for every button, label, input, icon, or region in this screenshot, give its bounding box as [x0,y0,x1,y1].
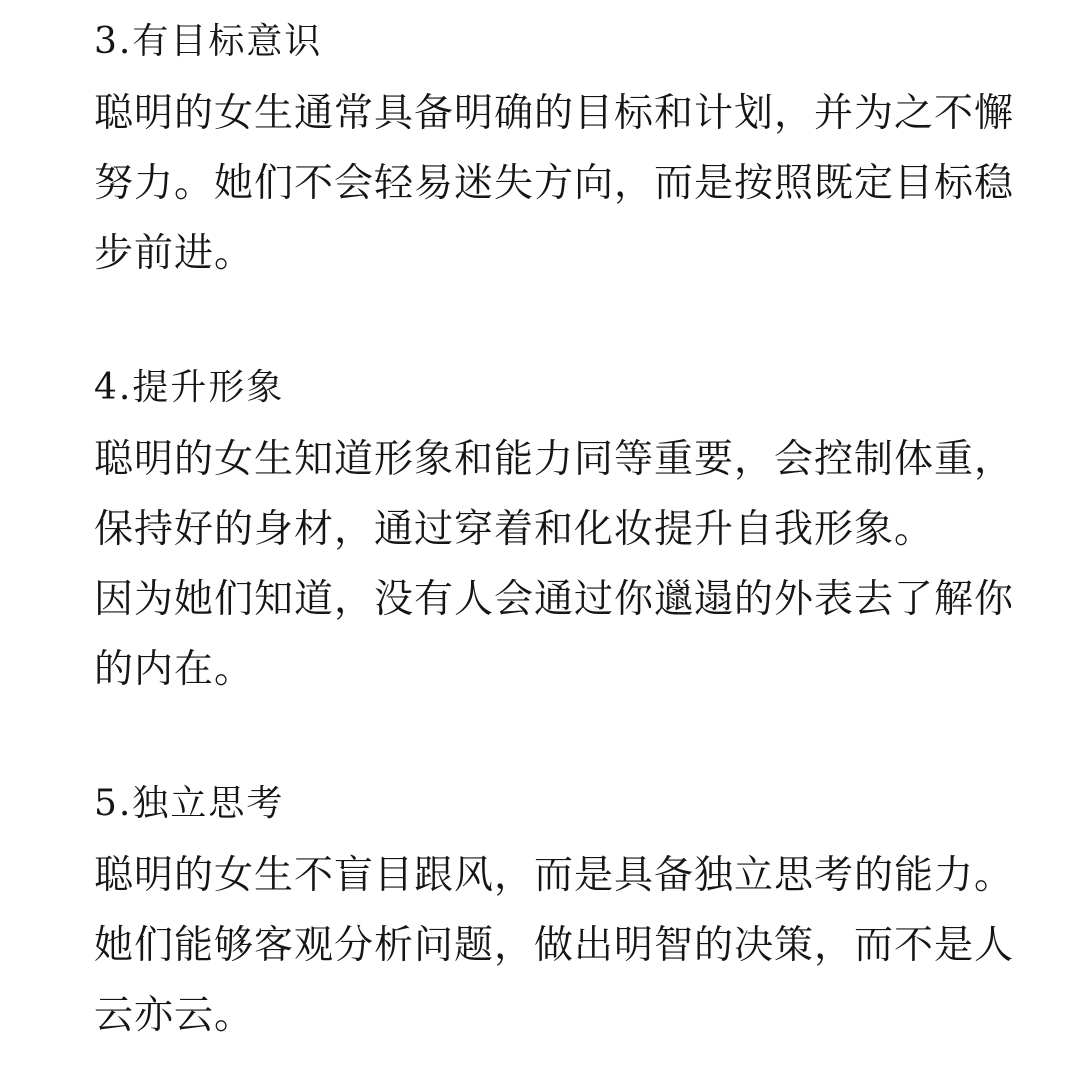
section-5-line-3: 云亦云。 [94,993,255,1038]
section-5-line-2: 她们能够客观分析问题，做出明智的决策，而不是人 [94,923,1015,968]
section-4-line-2: 保持好的身材，通过穿着和化妆提升自我形象。 [94,507,935,552]
section-3-heading: 3.有目标意识 [94,21,323,62]
section-5-line-1: 聪明的女生不盲目跟风，而是具备独立思考的能力。 [94,853,1015,898]
section-3-line-3: 步前进。 [94,231,255,276]
section-3-line-1: 聪明的女生通常具备明确的目标和计划，并为之不懈 [94,91,1015,136]
section-4-line-1: 聪明的女生知道形象和能力同等重要，会控制体重， [94,437,1015,482]
section-5-heading: 5.独立思考 [94,783,285,824]
section-4-heading: 4.提升形象 [94,367,285,408]
section-3-line-2: 努力。她们不会轻易迷失方向，而是按照既定目标稳 [94,161,1015,206]
section-4-line-4: 的内在。 [94,647,255,692]
section-4-line-3: 因为她们知道，没有人会通过你邋遢的外表去了解你 [94,577,1015,622]
